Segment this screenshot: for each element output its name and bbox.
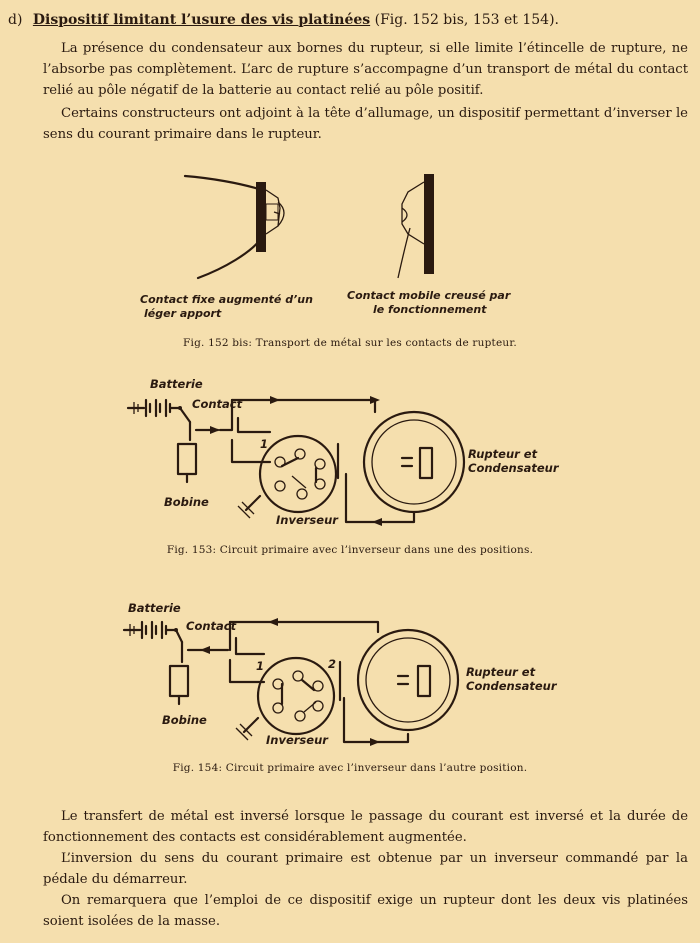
- fig154-coil-label: Bobine: [162, 713, 207, 727]
- switch-pivot: [174, 628, 178, 632]
- condenser-box: [418, 666, 430, 696]
- paragraph-remark: On remarquera que l’emploi de ce dispositif exige un rupteur dont les deux vis platinées soient isolées de la masse.: [43, 893, 688, 929]
- condenser-box: [420, 448, 432, 478]
- rupteur-outer: [364, 412, 464, 512]
- coil-body: [170, 666, 188, 696]
- inverter-contacts: [275, 449, 325, 499]
- fixed-arm-top: [185, 176, 262, 190]
- fig154-circuit: [118, 600, 557, 750]
- fixed-contact-hatch: [266, 204, 278, 220]
- inverter-body: [258, 657, 337, 734]
- contact-switch: [176, 630, 182, 642]
- wire-top: [230, 622, 378, 632]
- section-title: Dispositif limitant l’usure des vis platinées: [32, 12, 371, 28]
- fig153-contact-label: Contact: [192, 397, 243, 411]
- fig153-rupteur-label-1: Rupteur et: [468, 447, 538, 461]
- fig154-inverter-label: Inverseur: [266, 733, 328, 747]
- wire-inner: [236, 638, 264, 654]
- wire-bottom: [344, 698, 408, 742]
- fig153-battery-label: Batterie: [150, 377, 203, 391]
- paragraph-constructors: Certains constructeurs ont adjoint à la tête d’allumage, un dispositif permettant d’inverser le sens du courant primaire dans le rupteur.: [43, 106, 688, 142]
- rupteur-contacts: [402, 458, 412, 466]
- switch-pivot: [178, 406, 182, 410]
- flow-arrows: [200, 618, 380, 746]
- fig154-battery-label: Batterie: [128, 601, 181, 615]
- fig152-left-label: Contact fixe augmenté d’un léger apport: [140, 293, 313, 320]
- contact-switch: [180, 408, 190, 422]
- fig154-rupteur-label-2: Condensateur: [466, 679, 557, 693]
- fig153-circuit: [120, 377, 559, 528]
- wire-inner: [238, 418, 270, 432]
- fig154-position-1-label: 1: [256, 659, 265, 673]
- fig153-coil-label: Bobine: [164, 495, 209, 509]
- fixed-contact-plate: [256, 182, 266, 252]
- paragraph-transfer: Le transfert de métal est inversé lorsque le passage du courant est inversé et la durée de fonctionnement des contacts est considérablement augmentée.: [43, 809, 688, 845]
- paragraph-inversion: L’inversion du sens du courant primaire est obtenue par un inverseur commandé par la pédale du démarreur.: [43, 851, 688, 887]
- fig154-contact-label: Contact: [186, 619, 237, 633]
- fig154-rupteur-label-1: Rupteur et: [466, 665, 536, 679]
- section-marker: d): [8, 12, 23, 28]
- fig154-caption: Fig. 154: Circuit primaire avec l’inverseur dans l’autre position.: [172, 762, 528, 774]
- moving-contact-plate: [424, 174, 434, 274]
- coil-body: [178, 444, 196, 474]
- fig153-inverter-label: Inverseur: [276, 513, 338, 527]
- fig153-position-label: 1: [260, 437, 269, 451]
- rupteur-contacts: [398, 676, 408, 684]
- section-heading: [8, 12, 559, 28]
- fig152-caption: Fig. 152 bis: Transport de métal sur les contacts de rupteur.: [183, 337, 517, 349]
- fig153-rupteur-label-2: Condensateur: [468, 461, 559, 475]
- inverter-contacts: [273, 671, 323, 721]
- rupteur-inner: [372, 420, 456, 504]
- fig154-position-2-label: 2: [328, 657, 337, 671]
- fig152-right-label: Contact mobile creusé par le fonctionnement: [347, 289, 511, 316]
- moving-contact-crater: [402, 208, 407, 222]
- wire-top: [232, 400, 375, 412]
- fixed-arm-bottom: [198, 238, 262, 278]
- fig152-drawing: [170, 168, 470, 288]
- rupteur-inner: [366, 638, 450, 722]
- inverter-body: [260, 436, 336, 512]
- rupteur-outer: [358, 630, 458, 730]
- paragraph-intro: La présence du condensateur aux bornes du rupteur, si elle limite l’étincelle de rupture, ne l’absorbe pas complètement. L’arc de rupture s’accompagne d’un transport de métal du contact relié au pôle négatif de la batterie au contact relié au pôle positif.: [43, 41, 688, 98]
- ground-symbol: [238, 496, 260, 518]
- moving-contact-leader: [398, 228, 410, 278]
- moving-contact-boss: [402, 182, 424, 244]
- fig153-caption: Fig. 153: Circuit primaire avec l’inverseur dans une des positions.: [166, 544, 534, 556]
- section-figure-ref: (Fig. 152 bis, 153 et 154).: [374, 12, 559, 28]
- ground-symbol: [236, 718, 258, 740]
